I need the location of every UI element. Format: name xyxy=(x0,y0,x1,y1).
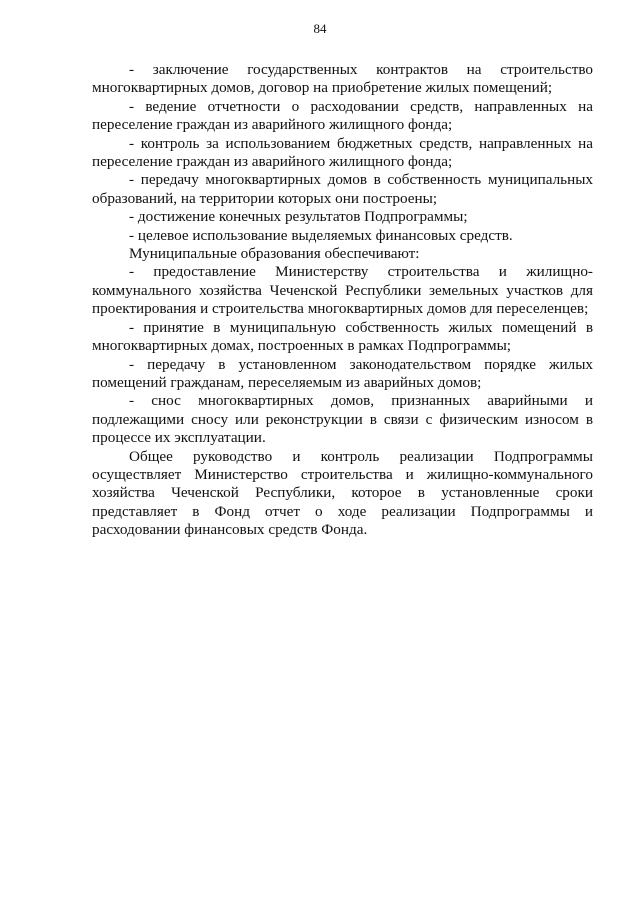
paragraph-budget-control: - контроль за использованием бюджетных средств, направленных на переселение граждан из аварийного жилищного фонда; xyxy=(92,134,593,171)
paragraph-general-management: Общее руководство и контроль реализации Подпрограммы осуществляет Министерство строительства и жилищно-коммунального хозяйства Чеченской Республики, которое в установленные сроки представляет в Фонд отчет о ходе реализации Подпрограммы и расходовании финансовых средств Фонда. xyxy=(92,447,593,539)
paragraph-municipalities-heading: Муниципальные образования обеспечивают: xyxy=(129,245,420,263)
paragraph-transfer-houses: - передачу многоквартирных домов в собственность муниципальных образований, на территории которых они построены; xyxy=(92,171,593,207)
paragraph-reporting: - ведение отчетности о расходовании средств, направленных на переселение граждан из аварийного жилищного фонда; xyxy=(92,97,593,134)
paragraph-municipal-ownership: - принятие в муниципальную собственность жилых помещений в многоквартирных домах, построенных в рамках Подпрограммы; xyxy=(92,318,593,355)
document-body xyxy=(92,61,593,540)
paragraph-contracts: - заключение государственных контрактов на строительство многоквартирных домов, договор на приобретение жилых помещений; xyxy=(92,61,593,97)
paragraph-demolition: - снос многоквартирных домов, признанных аварийными и подлежащими сносу или реконструкции в связи с физическим износом в процессе их эксплуатации. xyxy=(92,392,593,447)
paragraph-final-results: - достижение конечных результатов Подпрограммы; xyxy=(129,208,468,226)
paragraph-targeted-use: - целевое использование выделяемых финансовых средств. xyxy=(129,226,513,244)
paragraph-transfer-premises: - передачу в установленном законодательством порядке жилых помещений гражданам, переселяемым из аварийных домов; xyxy=(92,355,593,391)
paragraph-land-provision: - предоставление Министерству строительства и жилищно-коммунального хозяйства Чеченской Республики земельных участков для проектирования и строительства многоквартирных домов для переселенцев; xyxy=(92,263,593,318)
page-number: 84 xyxy=(313,21,327,36)
